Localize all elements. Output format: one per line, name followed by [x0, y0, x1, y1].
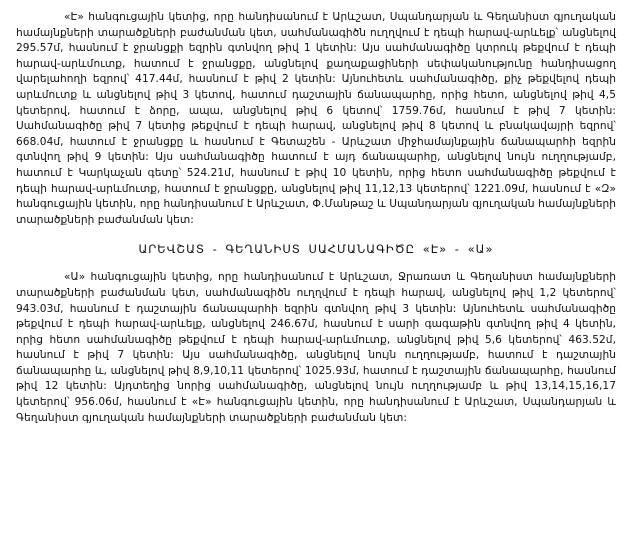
paragraph-2: «Ա» հանգուցային կետից, որը հանդիսանում է Արևշատ, Ջրառատ և Գեղանիստ համայնքների տարածքների բաժանման կետ, սահմանագիծն ուղղվում է դեպի հարավ, անցնելով թիվ 1,2 կետերով՝ 943.03մ, հասնում է դաշտային ճանապարհի եզրին գտնվող թիվ 3 կետին: Այնուհետև սահմանագիծը թեքվում է դեպի հարավ-արևելք, անցնելով 246.67մ, հասնում է սարի գագաթին գտնվող թիվ 4 կետին, որից հետո սահմանագիծը թեքվում է դեպի հարավ-արևմուտք, անցնելով թիվ 5,6 կետերով՝ 463.52մ, հասնում է թիվ 7 կետին: Այս սահմանագիծը, անցնելով նույն ուղղությամբ, հատում է դաշտային ճանապարհը և, անցնելով թիվ 8,9,10,11 կետերով՝ 1025.93մ, հատում է դաշտային ճանապարհը, հասնում թիվ 12 կետին: Այդտեղից նորից սահմանագիծը, անցնելով նույն ուղղությամբ և թիվ 13,14,15,16,17 կետերով՝ 956.06մ, հասնում է «Է» հանգուցային կետին, որը հանդիսանում է Արևշատ, Սպանդարյան և Գեղանիստ գյուղական համայնքների տարածքների բաժանման կետ:: [16, 271, 616, 424]
paragraph-1: «Է» հանգուցային կետից, որը հանդիսանում է Արևշատ, Սպանդարյան և Գեղանիստ գյուղական համայնքների տարածքների բաժանման կետ, սահմանագիծն ուղղվում է դեպի հարավ-արևելք՝ անցնելով 295.57մ, հասնում է ջրանցքի եզրին գտնվող թիվ 1 կետին: Այս սահմանագիծը կտրուկ թեքվում է դեպի հարավ-արևմուտք, հատում է ջրանցքը, անցնելով քաղաքացիների սեփականությունը հանդիսացող վարելահողի եզրով՝ 417.44մ, հասնում է թիվ 2 կետին: Այնուհետև սահմանագիծը, քիչ թեքվելով դեպի արևմուտք և անցնելով թիվ 3 կետով, հատում դաշտային ճանապարհը, որից հետո, անցնելով թիվ 4,5 կետերով, հատում է ձորը, ապա, անցնելով թիվ 6 կետով՝ 1759.76մ, հասնում է թիվ 7 կետին: Սահմանագիծը թիվ 7 կետից թեքվում է դեպի հարավ, անցնելով թիվ 8 կետով և բնակավայրի եզրով՝ 668.04մ, հատում է ջրանցքը և հասնում է Գետաշեն - Արևշատ միջհամայնքային ճանապարհի եզրին գտնվող թիվ 9 կետին: Այս սահմանագիծը հատում է այդ ճանապարհը, անցնելով նույն ուղղությամբ, հատում է Կարկաչան գետը՝ 524.21մ, հասնում է թիվ 10 կետին, որից հետո սահմանագիծը թեքվում է դեպի հարավ-արևմուտք, հատում է ջրանցքը, անցնելով թիվ 11,12,13 կետերով՝ 1221.09մ, հասնում է «Զ» հանգուցային կետին, որը հանդիսանում է Արևշատ, Փ.Մանթաշ և Սպանդարյան գյուղական համայնքների տարածքների բաժանման կետ:: [16, 11, 616, 226]
section-heading: ԱՐԵՎՇԱՏ - ԳԵՂԱՆԻՍՏ ՍԱՀՄԱՆԱԳԻԾԸ «Է» - «Ա»: [138, 242, 494, 257]
